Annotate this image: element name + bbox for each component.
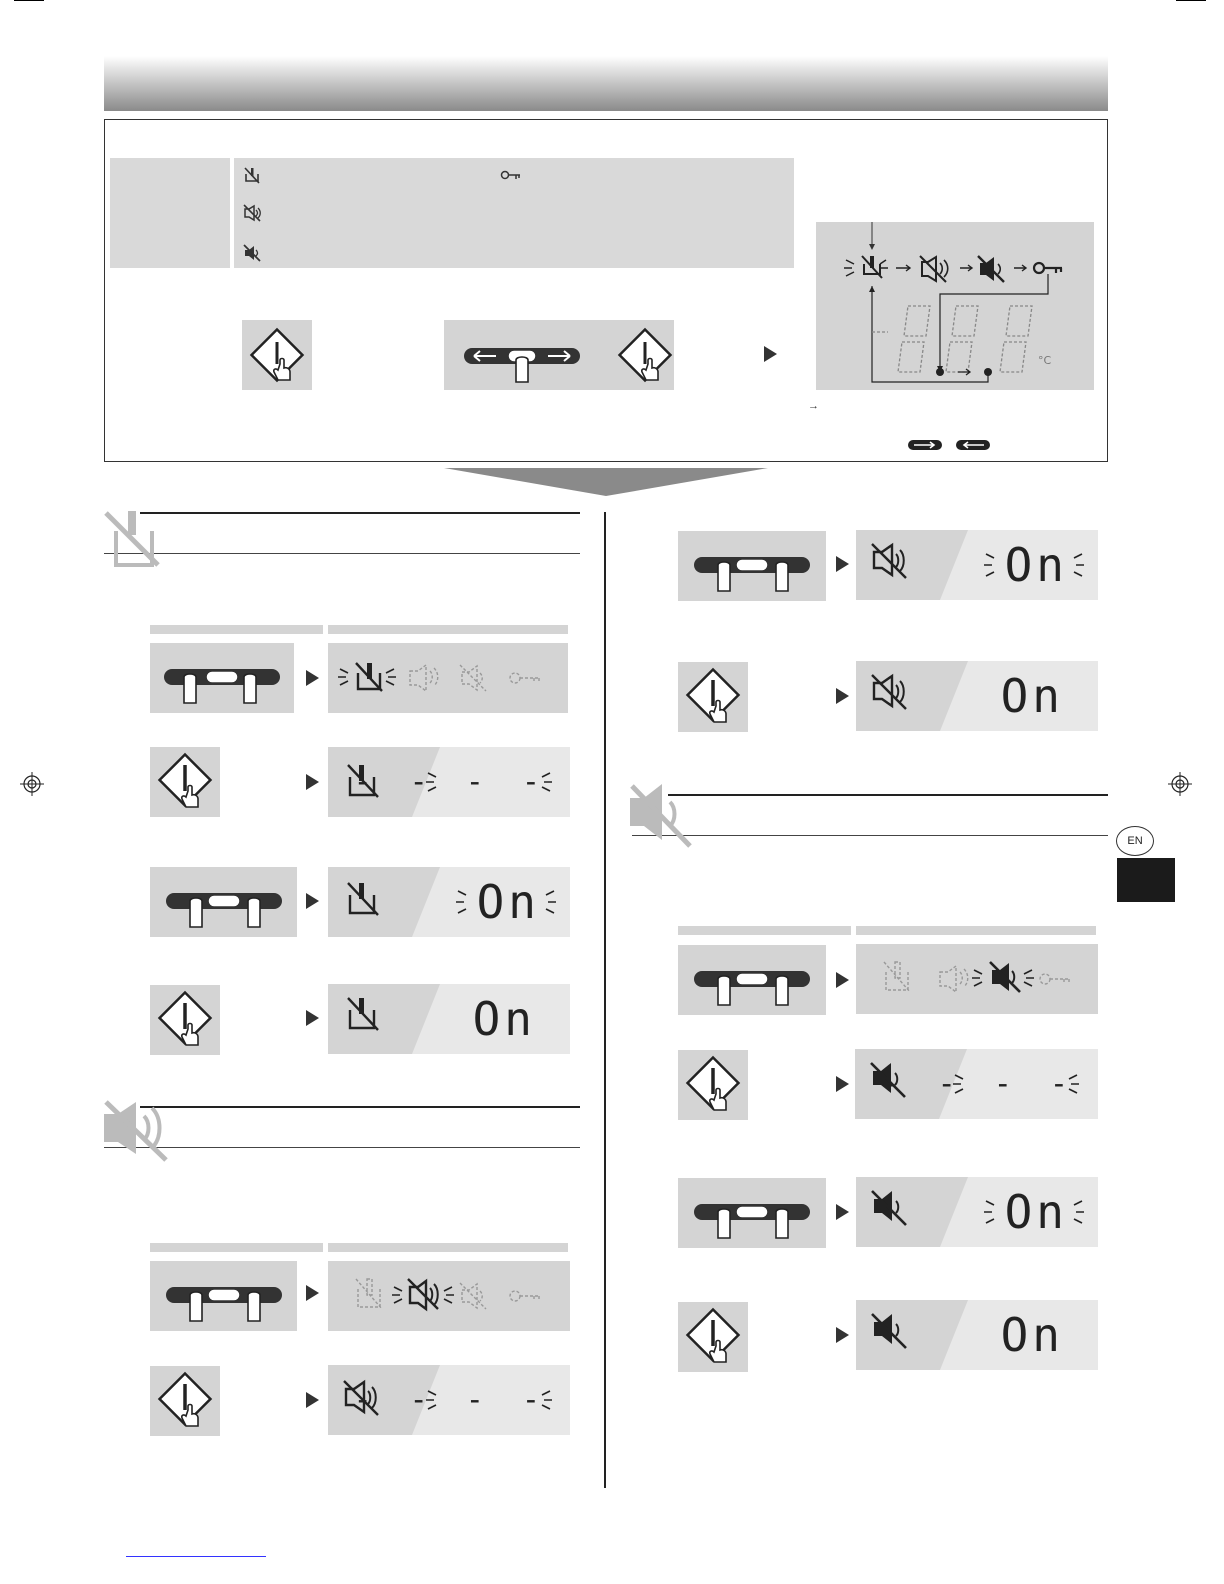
power-button-illustration — [150, 1366, 220, 1436]
arrow-buttons-illustration — [678, 945, 826, 1015]
arrow-buttons-icon — [150, 643, 294, 713]
section-top-line — [140, 1106, 580, 1108]
mode-row-buzzer — [242, 240, 262, 266]
lcd-speaker-dashes — [328, 1365, 570, 1435]
next-arrow — [306, 670, 319, 686]
display-panel — [816, 222, 1094, 390]
speaker-slash-icon — [100, 1098, 170, 1162]
next-arrow — [306, 893, 319, 909]
key-icon — [500, 169, 522, 181]
speaker-slash-icon — [242, 203, 262, 223]
lcd-buzzer-on — [856, 1300, 1098, 1370]
next-arrow — [764, 346, 777, 362]
lcd-value: - - - - — [353, 764, 550, 800]
header-band — [104, 56, 1108, 111]
display-sequence-diagram — [816, 222, 1094, 390]
buzzer-mute-icon — [870, 1187, 910, 1227]
next-arrow — [836, 1204, 849, 1220]
section-tab-block — [1117, 858, 1175, 902]
buzzer-mute-icon — [242, 243, 262, 263]
power-button-illustration — [150, 747, 220, 817]
arrow-buttons-icon — [444, 320, 674, 390]
section-top-line — [140, 512, 580, 514]
next-arrow — [836, 972, 849, 988]
lcd-value: On — [1004, 1185, 1068, 1239]
lcd-child-lock-dashes — [328, 747, 570, 817]
mode-icons-child-lock-blinking — [328, 643, 568, 713]
arrow-key-glyphs — [908, 438, 992, 452]
child-lock-icon — [344, 994, 384, 1034]
section-icon-child-lock — [100, 505, 164, 569]
column-header-bar — [328, 625, 568, 634]
mode-table — [110, 158, 794, 268]
next-arrow — [306, 774, 319, 790]
speaker-slash-icon — [870, 671, 910, 711]
registration-mark — [1168, 772, 1192, 796]
column-header-bar — [856, 926, 1096, 935]
diamond-button-icon — [150, 747, 220, 817]
column-header-bar — [150, 1243, 323, 1252]
crop-mark — [1176, 0, 1206, 1]
arrow-buttons-illustration — [678, 1178, 826, 1248]
section-top-line — [668, 794, 1108, 796]
diamond-button-icon — [678, 662, 748, 732]
lcd-speaker-on-blinking — [856, 530, 1098, 600]
mode-row-child-lock — [242, 162, 522, 188]
arrow-buttons-icon — [678, 531, 826, 601]
lcd-value: On — [1000, 1308, 1064, 1362]
next-arrow — [306, 1392, 319, 1408]
diamond-button-icon — [150, 1366, 220, 1436]
lcd-value: - - - - — [881, 1066, 1078, 1102]
lcd-value: On — [1000, 669, 1064, 723]
next-arrow — [306, 1285, 319, 1301]
power-button-illustration — [150, 985, 220, 1055]
speaker-slash-icon — [870, 540, 910, 580]
power-button-illustration — [678, 1050, 748, 1120]
arrow-buttons-small-icon — [908, 438, 992, 452]
section-icon-buzzer — [628, 780, 698, 850]
diamond-button-icon — [678, 1050, 748, 1120]
section-bottom-line — [104, 1147, 580, 1148]
lcd-child-lock-on-blinking — [328, 867, 570, 937]
column-header-bar — [328, 1243, 568, 1252]
registration-mark — [20, 772, 44, 796]
lcd-icon-row — [328, 643, 568, 713]
next-arrow — [836, 688, 849, 704]
lcd-buzzer-dashes — [855, 1049, 1098, 1119]
arrow-buttons-icon — [150, 1261, 297, 1331]
note-arrow: → — [808, 400, 819, 412]
arrow-buttons-illustration — [150, 867, 297, 937]
lcd-icon-row — [328, 1261, 570, 1331]
power-button-illustration — [678, 662, 748, 732]
mode-icons-buzzer-blinking — [856, 944, 1098, 1014]
lcd-child-lock-on — [328, 984, 570, 1054]
arrow-buttons-icon — [678, 945, 826, 1015]
footer-rule — [126, 1556, 266, 1557]
registration-mark-icon — [20, 772, 44, 796]
buzzer-mute-icon — [870, 1310, 910, 1350]
lcd-icon-row — [856, 944, 1098, 1014]
arrow-buttons-illustration — [150, 1261, 297, 1331]
power-button-illustration — [242, 320, 312, 390]
lcd-value: - - - - — [353, 1382, 550, 1418]
next-arrow — [306, 1010, 319, 1026]
mode-row-speaker — [242, 200, 262, 226]
arrow-buttons-icon — [150, 867, 297, 937]
arrows-and-power-illustration — [444, 320, 674, 390]
buzzer-mute-icon — [628, 780, 698, 850]
flow-down-arrow — [444, 468, 768, 496]
lcd-speaker-on — [856, 661, 1098, 731]
arrow-buttons-illustration — [678, 531, 826, 601]
language-tab: EN — [1116, 826, 1154, 856]
unit-label: °C — [1038, 354, 1052, 367]
child-lock-icon — [344, 879, 384, 919]
diamond-button-icon — [242, 320, 312, 390]
lcd-buzzer-on-blinking — [856, 1177, 1098, 1247]
next-arrow — [836, 1076, 849, 1092]
next-arrow — [836, 556, 849, 572]
column-divider — [604, 512, 606, 1488]
power-button-illustration — [678, 1302, 748, 1372]
column-header-bar — [150, 625, 323, 634]
arrow-buttons-icon — [678, 1178, 826, 1248]
child-lock-icon — [100, 505, 164, 569]
section-bottom-line — [632, 835, 1108, 836]
registration-mark-icon — [1168, 772, 1192, 796]
next-arrow — [836, 1327, 849, 1343]
lcd-value: On — [1004, 538, 1068, 592]
section-bottom-line — [104, 553, 580, 554]
crop-mark — [14, 0, 44, 1]
column-header-bar — [678, 926, 851, 935]
lcd-value: On — [476, 875, 540, 929]
diamond-button-icon — [150, 985, 220, 1055]
mode-icons-speaker-blinking — [328, 1261, 570, 1331]
diamond-button-icon — [678, 1302, 748, 1372]
section-icon-speaker — [100, 1098, 170, 1162]
child-lock-icon — [242, 165, 262, 185]
arrow-buttons-illustration — [150, 643, 294, 713]
lcd-value: On — [472, 992, 536, 1046]
